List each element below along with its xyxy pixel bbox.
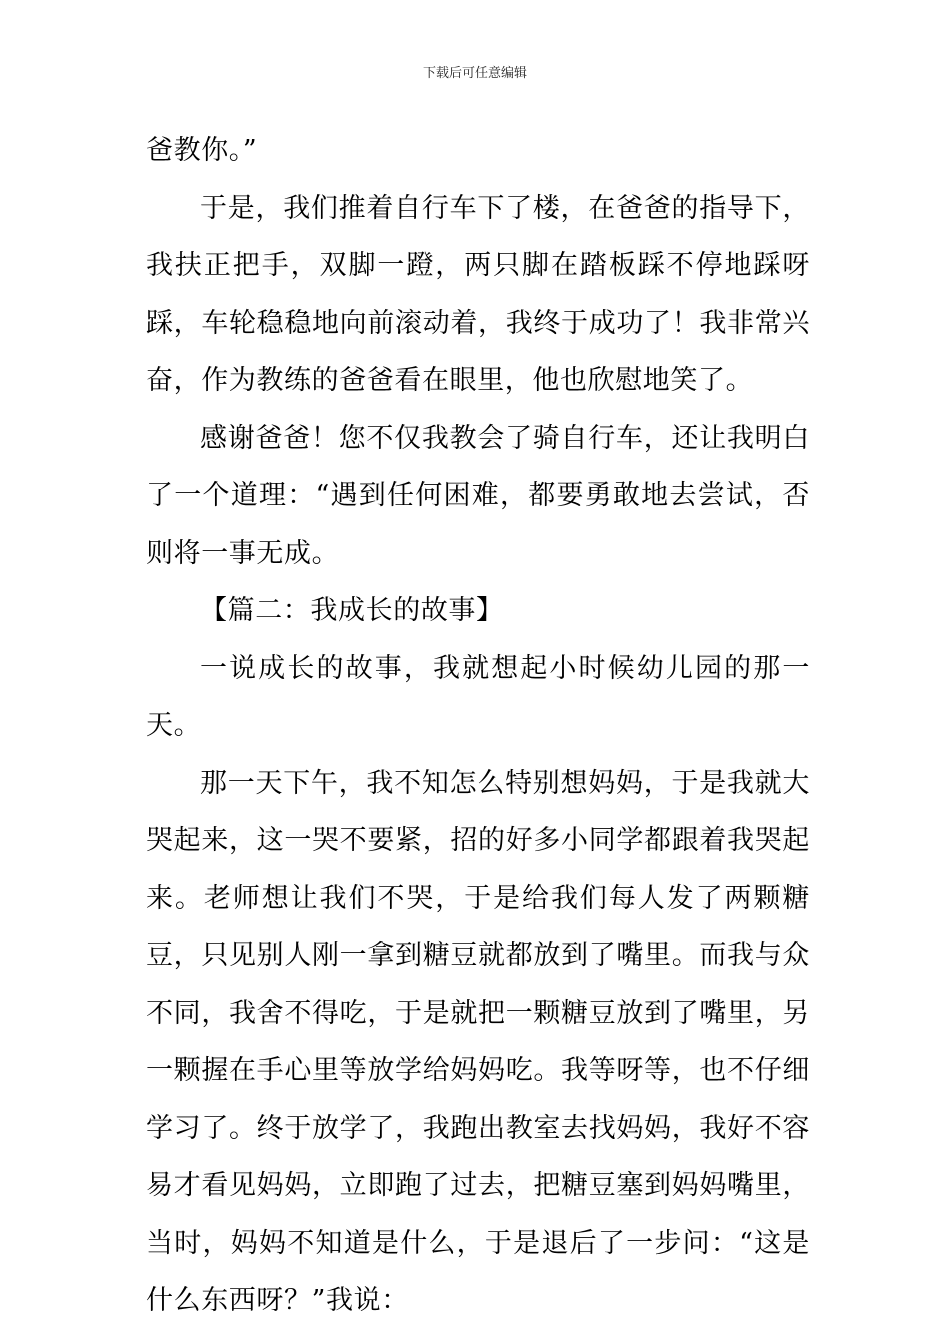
section-heading: 【篇二：我成长的故事】 — [200, 595, 504, 626]
page-header: 下载后可任意编辑 — [422, 66, 527, 81]
paragraph: 爸教你。” — [146, 135, 258, 166]
document-body — [146, 122, 810, 1330]
paragraph: 那一天下午，我不知怎么特别想妈妈，于是我就大哭起来，这一哭不要紧，招的好多小同学都跟着我哭起来。老师想让我们不哭，于是给我们每人发了两颗糖豆，只见别人刚一拿到糖豆就都放到了嘴里。而我与众不同，我舍不得吃，于是就把一颗糖豆放到了嘴里，另一颗握在手心里等放学给妈妈吃。我等呀等，也不仔细学习了。终于放学了，我跑出教室去找妈妈，我好不容易才看见妈妈，立即跑了过去，把糖豆塞到妈妈嘴里，当时，妈妈不知道是什么，于是退后了一步问：“这是什么东西呀？”我说： — [146, 767, 810, 1316]
paragraph: 于是，我们推着自行车下了楼，在爸爸的指导下，我扶正把手，双脚一蹬，两只脚在踏板踩不停地踩呀踩，车轮稳稳地向前滚动着，我终于成功了！我非常兴奋，作为教练的爸爸看在眼里，他也欣慰地笑了。 — [146, 192, 810, 396]
paragraph: 感谢爸爸！您不仅我教会了骑自行车，还让我明白了一个道理：“遇到任何困难，都要勇敢地去尝试，否则将一事无成。 — [146, 422, 810, 569]
paragraph: 一说成长的故事，我就想起小时候幼儿园的那一天。 — [146, 652, 810, 741]
